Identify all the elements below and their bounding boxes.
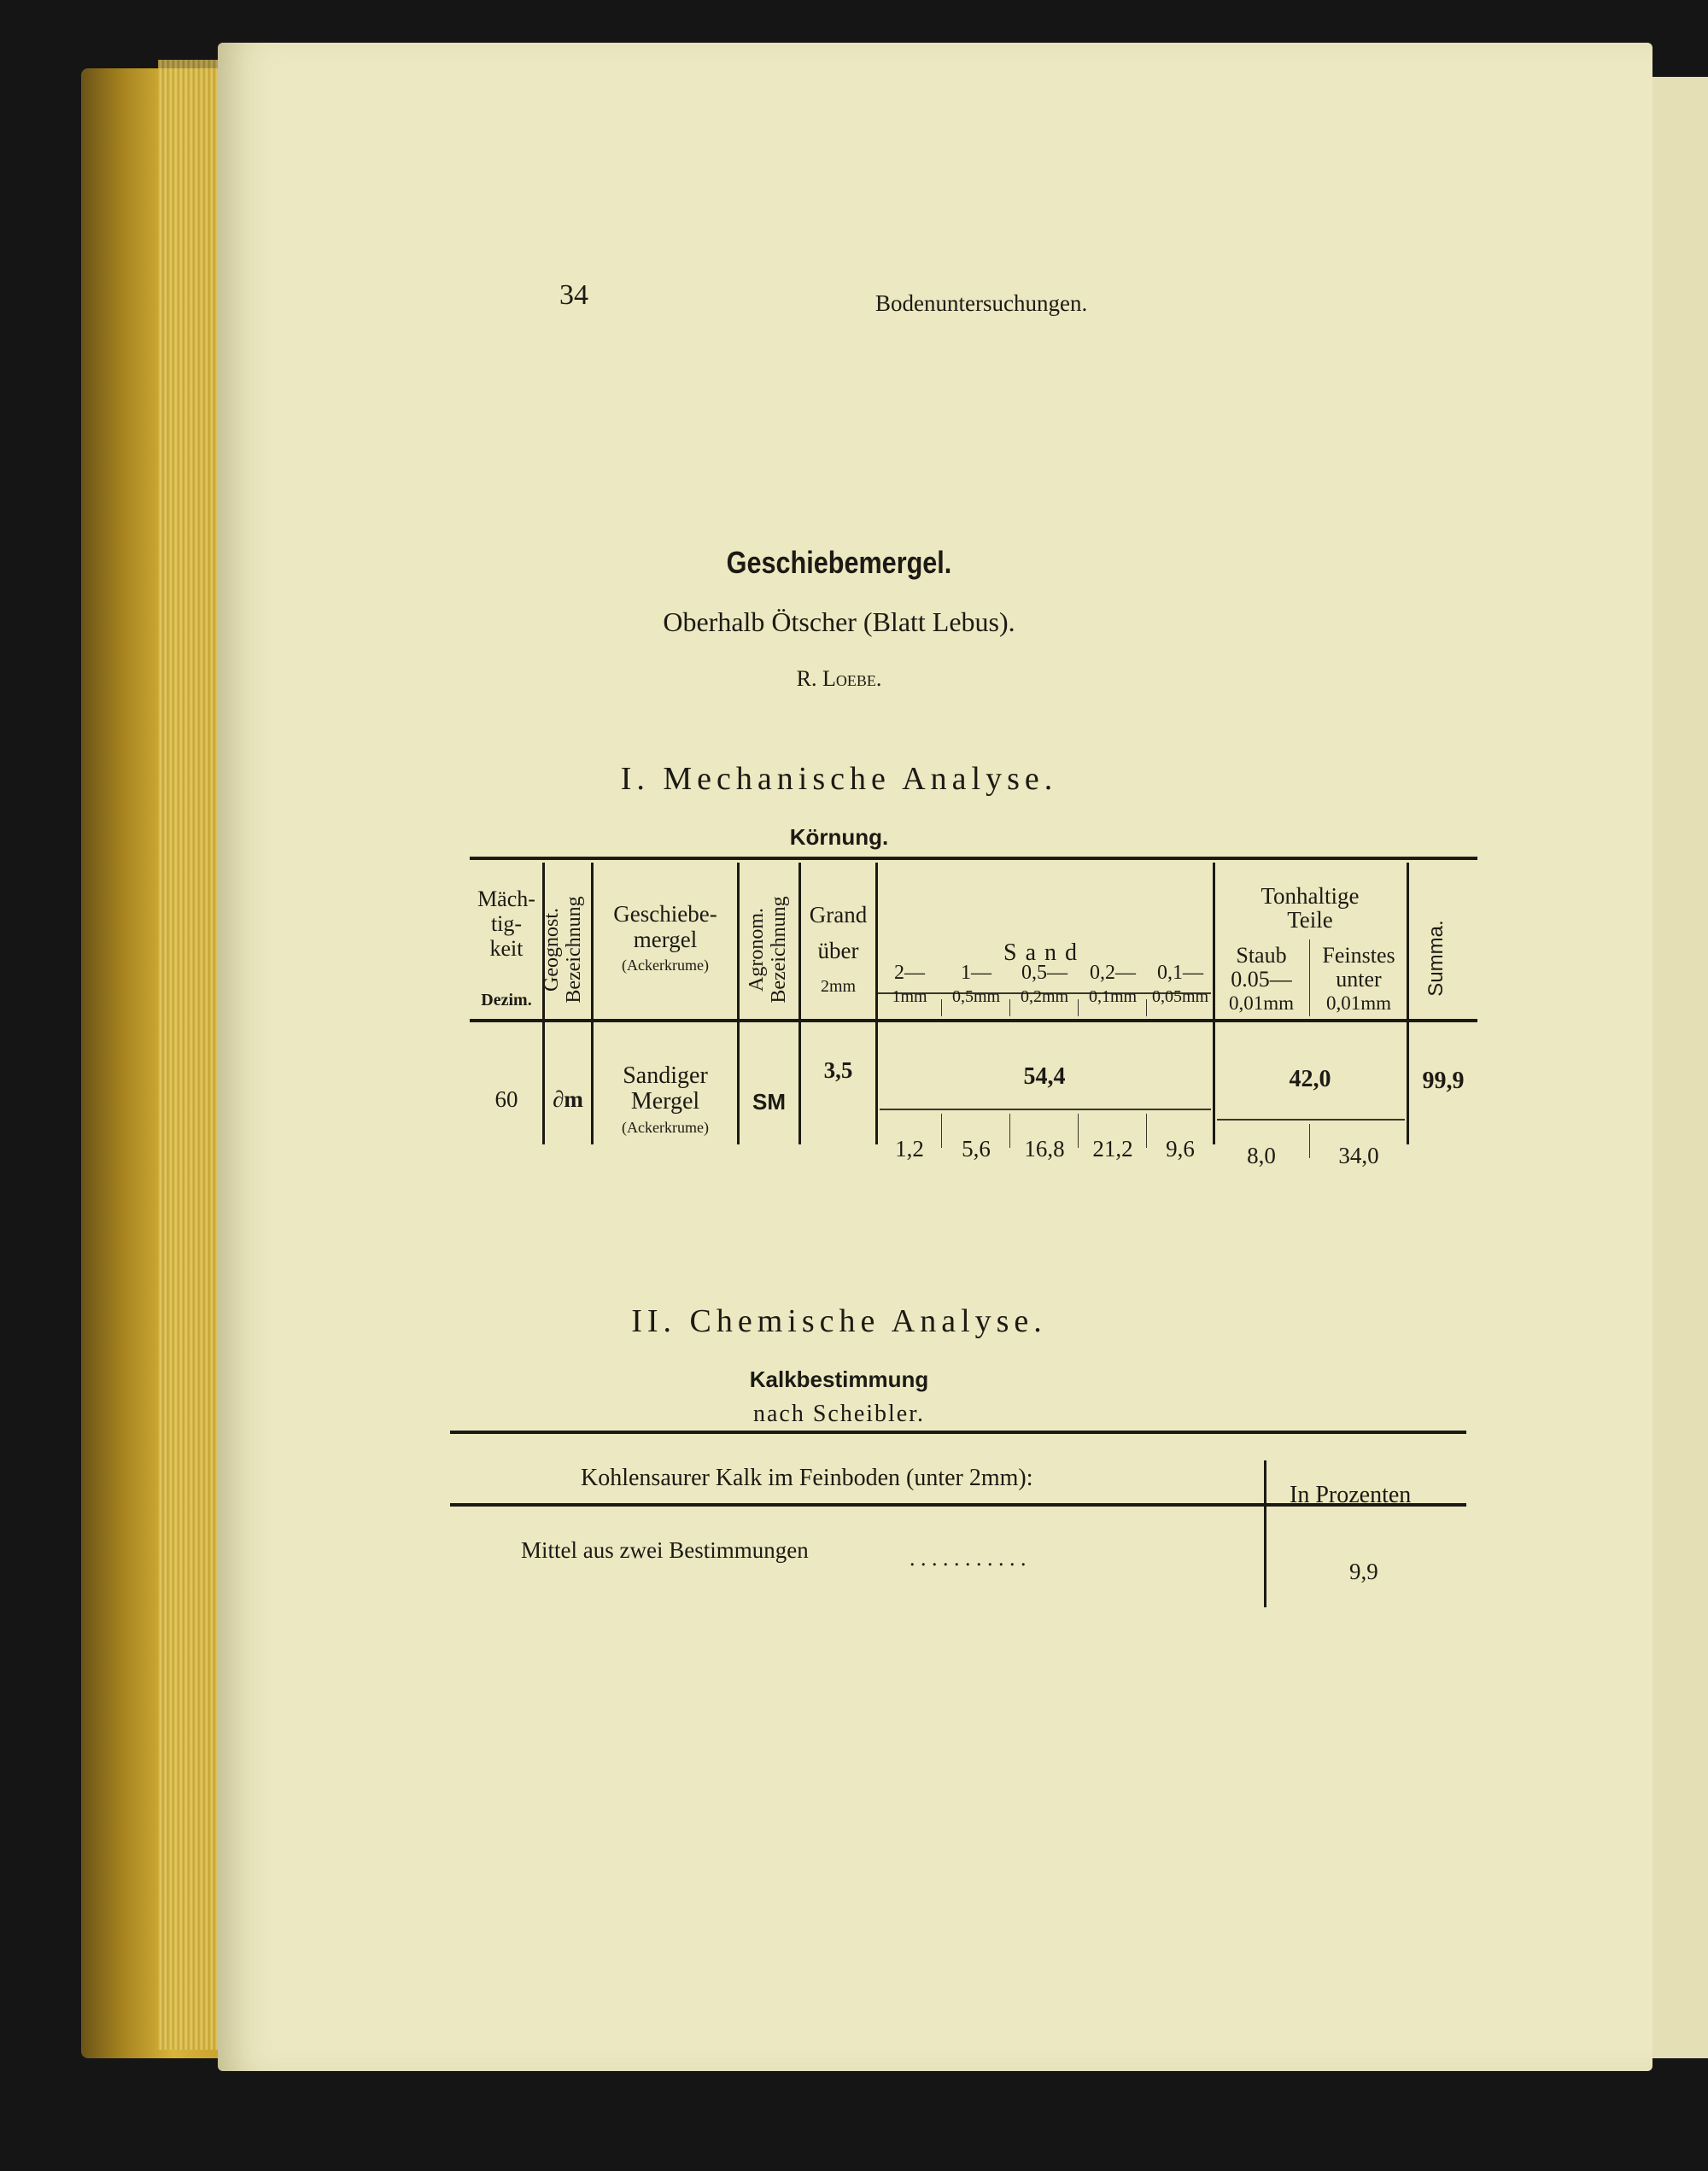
chem-header-right: In Prozenten	[1290, 1482, 1412, 1508]
ton-fraction-line: unter	[1336, 967, 1382, 992]
chem-row-dots: . . . . . . . . . . .	[910, 1546, 1027, 1571]
cell-thickness: 60	[494, 1086, 518, 1112]
sand-fraction-line: 0,05mm	[1151, 987, 1209, 1006]
header-agronom-line: Bezeichnung	[768, 896, 790, 1004]
sand-sub-divider	[1078, 999, 1079, 1016]
cell-sand-3: 16,8	[1024, 1136, 1065, 1162]
sand-fraction-5	[1148, 961, 1213, 1009]
sand-fraction-line: 0,2mm	[1020, 987, 1069, 1006]
chem-row-label: Mittel aus zwei Bestimmungen	[521, 1537, 809, 1563]
header-geognost	[541, 877, 587, 1022]
cell-geognost: ∂m	[553, 1086, 583, 1112]
sand-value-rule	[880, 1109, 1211, 1110]
sand-value-divider	[1078, 1114, 1079, 1148]
header-sand: Sand	[1003, 939, 1085, 966]
sand-sub-divider	[1146, 999, 1147, 1016]
chem-header-left: Kohlensaurer Kalk im Feinboden (unter 2mm):	[581, 1465, 1033, 1491]
header-summa: Summa.	[1424, 920, 1448, 997]
cell-grand: 3,5	[823, 1057, 853, 1083]
chem-col-divider	[1264, 1460, 1266, 1607]
header-thickness-unit: Dezim.	[481, 991, 532, 1009]
ton-sub-divider	[1309, 939, 1310, 1016]
header-geschiebe-note: (Ackerkrume)	[622, 957, 709, 974]
sand-fraction-line: 0,5—	[1021, 962, 1068, 984]
cell-sand-4: 21,2	[1092, 1136, 1133, 1162]
book-page	[218, 43, 1652, 2071]
chem-table-top-rule	[450, 1431, 1466, 1434]
sand-fraction-line: 2—	[894, 962, 925, 984]
page-number: 34	[559, 279, 588, 311]
ton-fraction-staub	[1215, 944, 1307, 1015]
cell-sand-1: 1,2	[895, 1136, 924, 1162]
header-tonhaltige	[1215, 884, 1405, 932]
sand-fraction-1	[878, 961, 941, 1009]
table-top-rule	[470, 857, 1477, 860]
author: R. Loebe.	[796, 666, 882, 691]
cell-ton-feinstes: 34,0	[1338, 1143, 1379, 1168]
location-subtitle: Oberhalb Ötscher (Blatt Lebus).	[663, 606, 1015, 637]
section-chemical-heading: II. Chemische Analyse.	[631, 1303, 1047, 1339]
ton-fraction-line: 0.05—	[1231, 967, 1292, 992]
header-agronom	[746, 877, 792, 1022]
cell-geschiebe	[594, 1063, 737, 1140]
ton-fraction-line: Staub	[1236, 943, 1287, 968]
section-mechanical-heading: I. Mechanische Analyse.	[620, 761, 1058, 797]
ton-fraction-line: 0,01mm	[1325, 992, 1392, 1014]
header-thickness-line: tig-	[490, 911, 523, 936]
ton-fraction-line: Feinstes	[1322, 943, 1395, 968]
sand-sub-divider	[941, 999, 942, 1016]
header-ton-line: Tonhaltige	[1261, 883, 1360, 909]
sand-fraction-3	[1011, 961, 1078, 1009]
header-grand-line: über	[817, 938, 859, 963]
header-thickness-line: keit	[489, 936, 524, 961]
sand-fraction-2	[943, 961, 1009, 1009]
main-title: Geschiebemergel.	[726, 545, 952, 580]
header-agronom-line: Agronom.	[746, 908, 768, 992]
cell-sand-2: 5,6	[962, 1136, 991, 1162]
sand-sub-divider	[1009, 999, 1010, 1016]
sand-fraction-line: 1—	[961, 962, 991, 984]
sand-fraction-line: 0,1—	[1157, 962, 1203, 984]
cell-geschiebe-line: Mergel	[630, 1088, 700, 1115]
cell-sand-5: 9,6	[1166, 1136, 1195, 1162]
header-grand	[801, 897, 875, 1004]
cell-summa: 99,9	[1422, 1068, 1465, 1094]
col-divider	[1407, 863, 1409, 1144]
sand-fraction-4	[1079, 961, 1146, 1009]
kalkbestimmung-subheading: Kalkbestimmung	[749, 1366, 929, 1392]
cell-geschiebe-line: Sandiger	[623, 1062, 708, 1089]
ton-value-rule	[1217, 1119, 1405, 1121]
chem-row-value: 9,9	[1349, 1559, 1378, 1584]
header-geschiebemergel	[594, 901, 737, 978]
sand-value-divider	[1009, 1114, 1010, 1148]
cell-ton-total: 42,0	[1289, 1066, 1331, 1092]
header-geognost-line: Geognost.	[541, 908, 563, 992]
running-title: Bodenuntersuchungen.	[875, 290, 1088, 316]
ton-value-divider	[1309, 1124, 1310, 1158]
header-geschiebe-line: Geschiebe-	[613, 901, 717, 927]
sand-fraction-line: 0,5mm	[951, 987, 1001, 1006]
header-thickness	[472, 887, 541, 961]
sand-value-divider	[1146, 1114, 1147, 1148]
cell-sand-total: 54,4	[1023, 1063, 1066, 1090]
header-thickness-line: Mäch-	[477, 887, 535, 911]
table-header-rule	[470, 1019, 1477, 1022]
sand-fraction-line: 1mm	[892, 987, 927, 1006]
sand-value-divider	[941, 1114, 942, 1148]
header-grand-line: 2mm	[820, 977, 857, 996]
header-grand-line: Grand	[809, 902, 868, 928]
cell-agronom: SM	[752, 1089, 786, 1115]
header-geognost-line: Bezeichnung	[563, 896, 585, 1004]
sand-fraction-line: 0,2—	[1090, 962, 1136, 984]
cell-ton-staub: 8,0	[1247, 1143, 1276, 1168]
facing-page	[1644, 77, 1708, 2058]
sand-fraction-line: 0,1mm	[1088, 987, 1138, 1006]
ton-fraction-feinstes	[1312, 944, 1406, 1015]
ton-fraction-line: 0,01mm	[1228, 992, 1295, 1014]
header-geschiebe-line: mergel	[633, 927, 698, 952]
header-ton-line: Teile	[1287, 907, 1333, 933]
method-note: nach Scheibler.	[752, 1401, 926, 1427]
koernung-subheading: Körnung.	[789, 824, 889, 850]
cell-geschiebe-note: (Ackerkrume)	[622, 1119, 709, 1136]
